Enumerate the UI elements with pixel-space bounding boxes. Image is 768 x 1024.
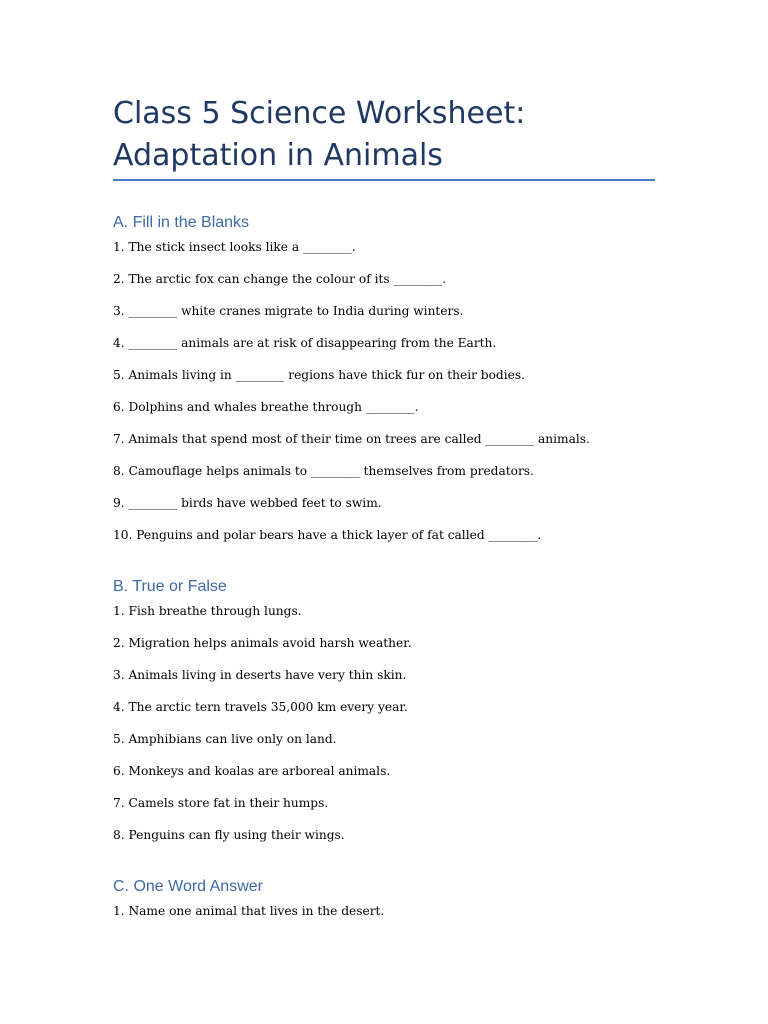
- question-item: 10. Penguins and polar bears have a thick layer of fat called ________.: [113, 528, 542, 542]
- question-item: 9. ________ birds have webbed feet to swim.: [113, 496, 382, 510]
- title-underline: [113, 179, 655, 181]
- page-title: Class 5 Science Worksheet: Adaptation in Animals: [113, 96, 526, 173]
- question-item: 5. Amphibians can live only on land.: [113, 732, 337, 746]
- question-item: 8. Penguins can fly using their wings.: [113, 828, 345, 842]
- question-item: 4. ________ animals are at risk of disappearing from the Earth.: [113, 336, 497, 350]
- section-heading-one-word-answer: C. One Word Answer: [113, 878, 263, 895]
- question-item: 2. The arctic fox can change the colour of its ________.: [113, 272, 447, 286]
- section-heading-true-or-false: B. True or False: [113, 578, 227, 595]
- question-item: 5. Animals living in ________ regions have thick fur on their bodies.: [113, 368, 525, 382]
- section-heading-fill-in-the-blanks: A. Fill in the Blanks: [113, 214, 250, 231]
- question-item: 3. Animals living in deserts have very thin skin.: [113, 668, 407, 682]
- question-item: 1. Name one animal that lives in the desert.: [113, 904, 385, 918]
- question-item: 1. Fish breathe through lungs.: [113, 604, 302, 618]
- question-item: 1. The stick insect looks like a ________.: [113, 240, 356, 254]
- question-item: 7. Animals that spend most of their time on trees are called ________ animals.: [113, 432, 590, 446]
- question-item: 2. Migration helps animals avoid harsh weather.: [113, 636, 412, 650]
- question-item: 4. The arctic tern travels 35,000 km every year.: [113, 700, 408, 714]
- question-item: 6. Monkeys and koalas are arboreal animals.: [113, 764, 391, 778]
- question-item: 7. Camels store fat in their humps.: [113, 796, 329, 810]
- question-item: 3. ________ white cranes migrate to India during winters.: [113, 304, 464, 318]
- question-item: 8. Camouflage helps animals to ________ themselves from predators.: [113, 464, 534, 478]
- question-item: 6. Dolphins and whales breathe through ________.: [113, 400, 419, 414]
